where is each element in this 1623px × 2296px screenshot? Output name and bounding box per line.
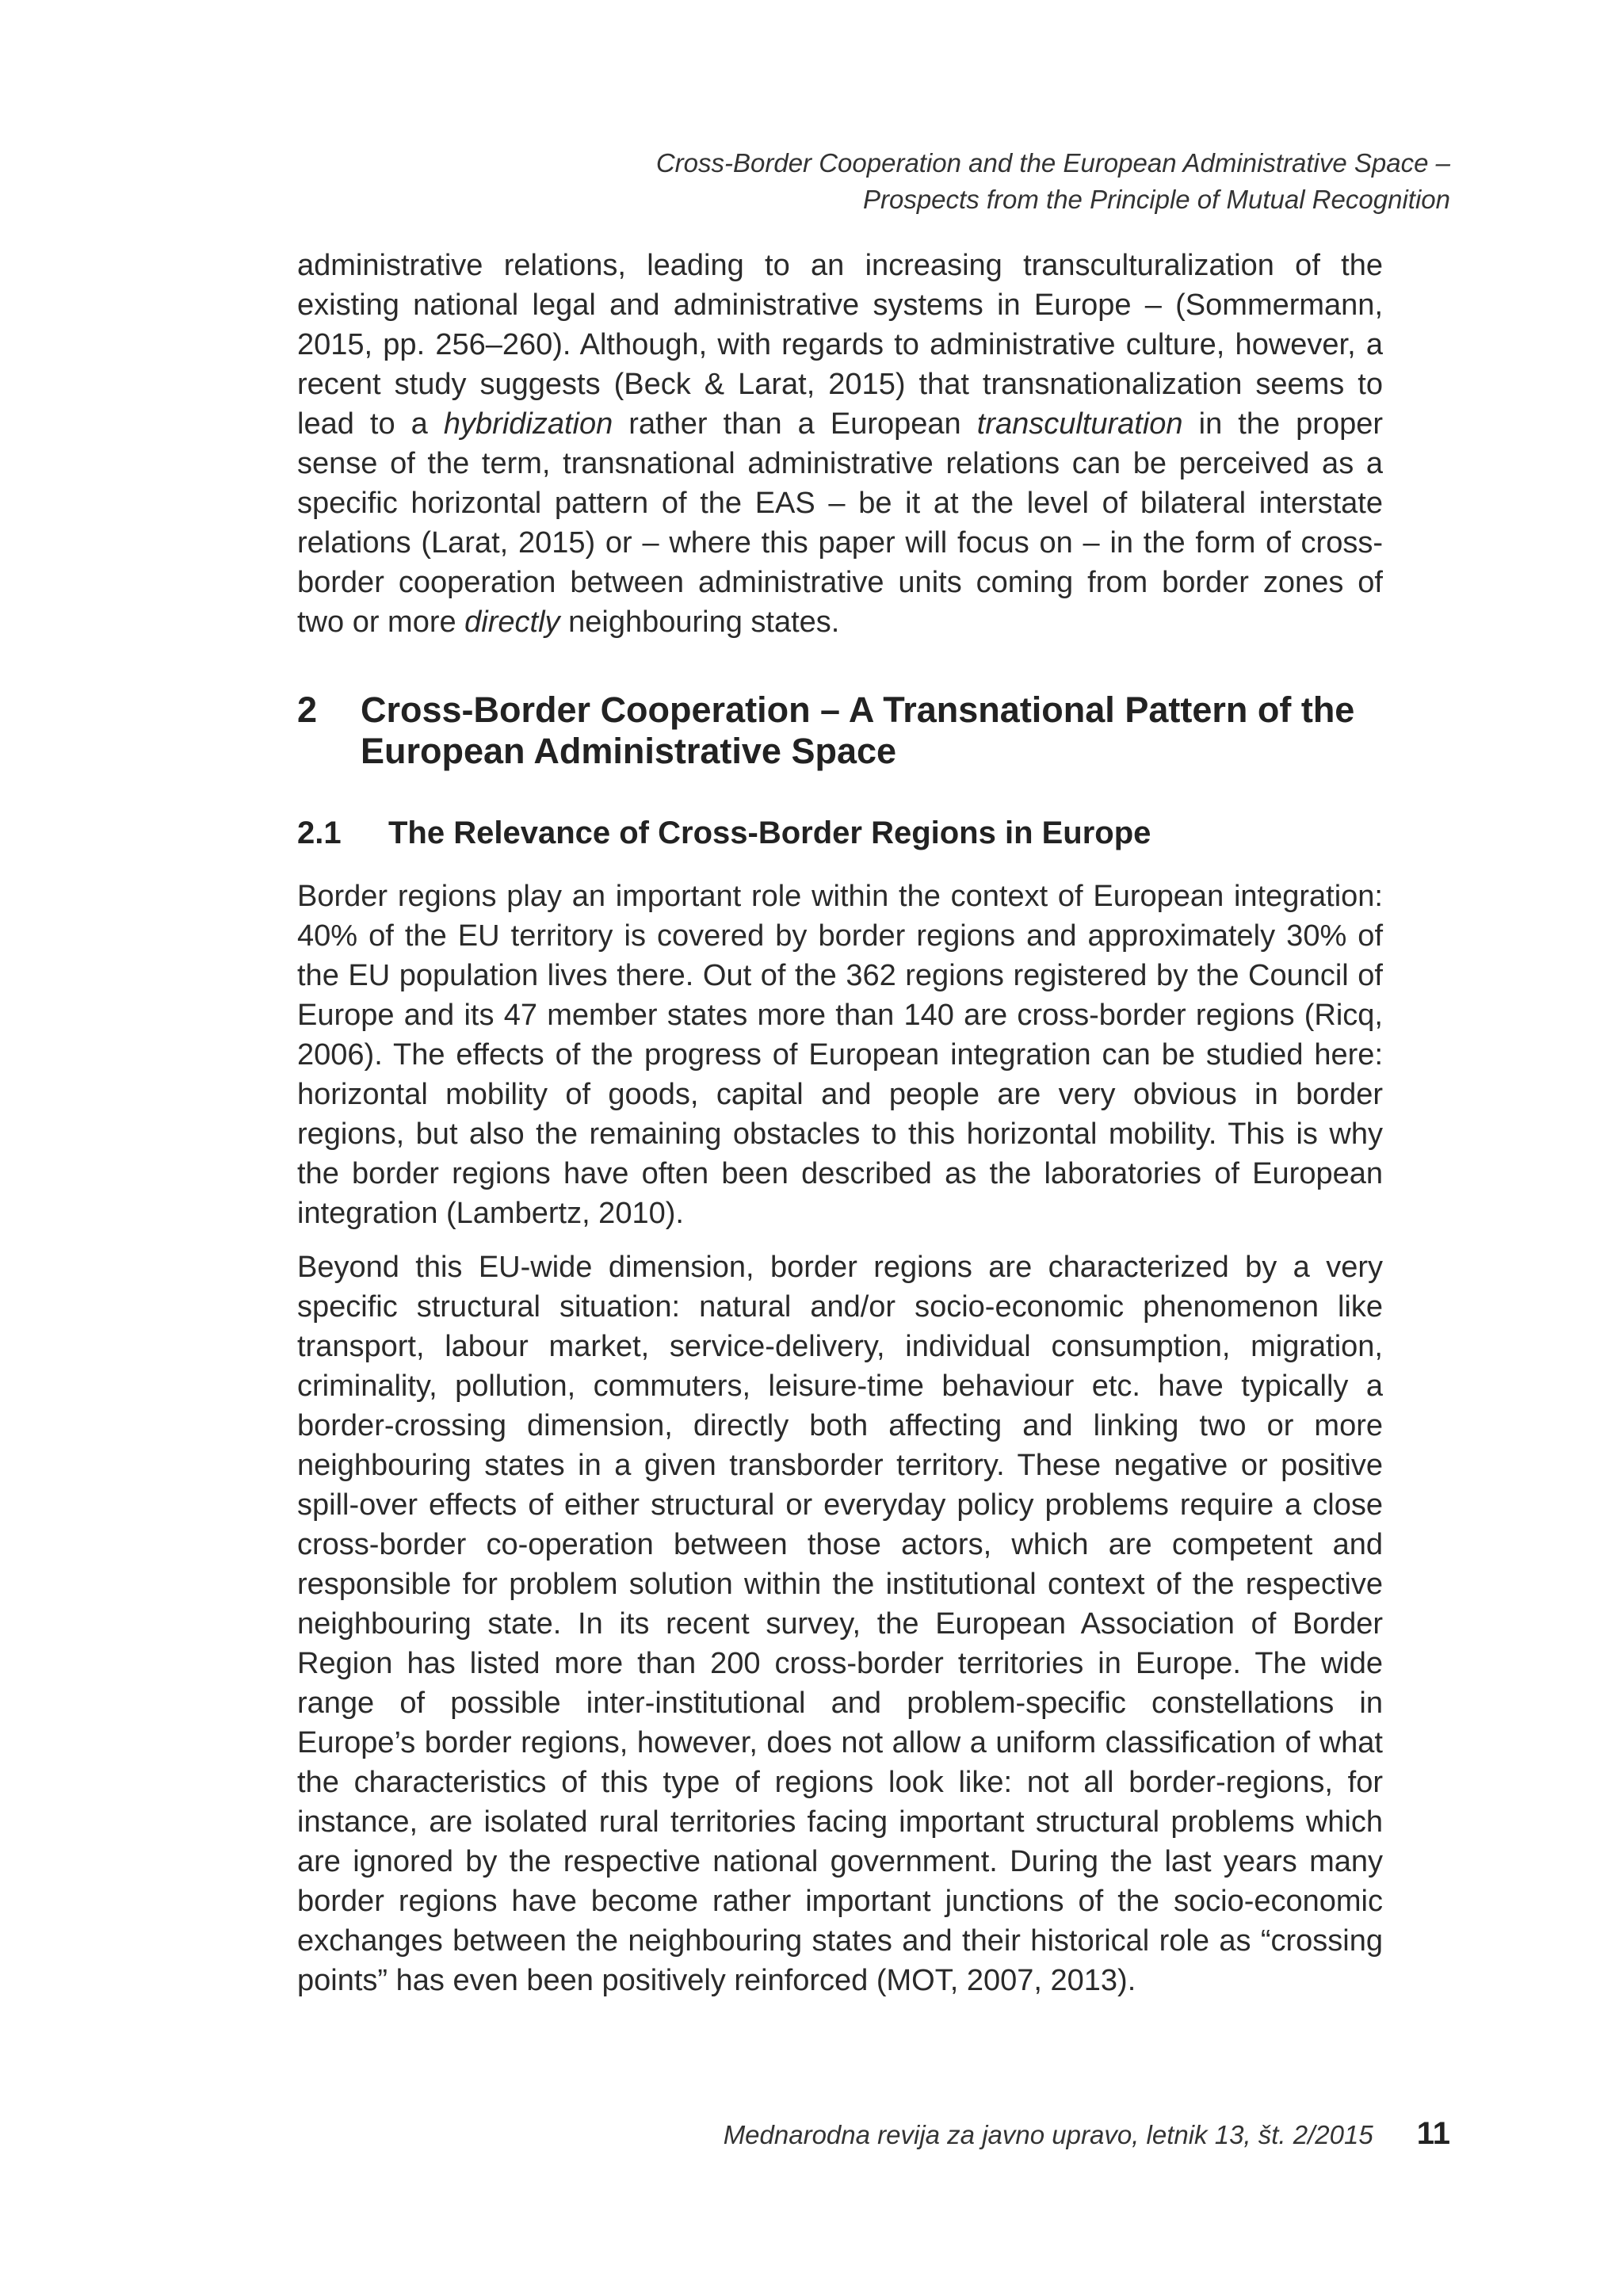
- section-title: Cross-Border Cooperation – A Transnational Pattern of the European Administrative Space: [361, 690, 1355, 771]
- intro-text-2: rather than a European: [613, 407, 977, 441]
- intro-text-4: neighbouring states.: [559, 606, 840, 639]
- running-header: [341, 145, 1450, 218]
- page-body: [297, 246, 1383, 2000]
- intro-paragraph: [297, 246, 1383, 642]
- emphasis-transculturation: transculturation: [976, 407, 1183, 441]
- section-number: 2: [297, 690, 318, 730]
- emphasis-hybridization: hybridization: [443, 407, 613, 441]
- subsection-number: 2.1: [297, 816, 342, 850]
- subsection-heading: [297, 813, 1383, 853]
- section-heading: [297, 690, 1383, 772]
- subsection-title: The Relevance of Cross-Border Regions in Europe: [388, 816, 1151, 850]
- body-paragraph-2: Beyond this EU-wide dimension, border regions are characterized by a very specific structural situation: natural and/or socio-economic phenomenon like transport, labour market, service-delivery, individual consumption, migration, criminality, pollution, commuters, leisure-time behaviour etc. have typically a border-crossing dimension, directly both affecting and linking two or more neighbouring states in a given transborder territory. These negative or positive spill-over effects of either structural or everyday policy problems require a close cross-border co-operation between those actors, which are competent and responsible for problem solution within the institutional context of the respective neighbouring state. In its recent survey, the European Association of Border Region has listed more than 200 cross-border territories in Europe. The wide range of possible inter-institutional and problem-specific constellations in Europe’s border regions, however, does not allow a uniform classification of what the characteristics of this type of regions look like: not all border-regions, for instance, are isolated rural territories facing important structural problems which are ignored by the respective national government. During the last years many border regions have become rather important junctions of the socio-economic exchanges between the neighbouring states and their historical role as “crossing points” has even been positively reinforced (MOT, 2007, 2013).: [297, 1251, 1383, 1997]
- page-number: 11: [1416, 2116, 1450, 2151]
- running-header-line-2: Prospects from the Principle of Mutual Recognition: [862, 185, 1450, 214]
- journal-citation: Mednarodna revija za javno upravo, letnik 13, št. 2/2015: [723, 2120, 1373, 2149]
- page-footer: [297, 2116, 1450, 2152]
- intro-text-1: administrative relations, leading to an increasing transculturalization of the existing national legal and administrative systems in Europe – (Sommermann, 2015, pp. 256–260). Although, with regards to administrative culture, however, a recent study suggests (Beck & Larat, 2015) that transnationalization seems to lead to a: [297, 249, 1383, 441]
- emphasis-directly: directly: [464, 606, 560, 639]
- body-paragraph-1: Border regions play an important role within the context of European integration: 40% of the EU territory is covered by border regions and approximately 30% of the EU population lives there. Out of the 362 regions registered by the Council of Europe and its 47 member states more than 140 are cross-border regions (Ricq, 2006). The effects of the progress of European integration can be studied here: horizontal mobility of goods, capital and people are very obvious in border regions, but also the remaining obstacles to this horizontal mobility. This is why the border regions have often been described as the laboratories of European integration (Lambertz, 2010).: [297, 880, 1383, 1230]
- running-header-line-1: Cross-Border Cooperation and the European Administrative Space –: [655, 148, 1450, 178]
- intro-text-3: in the proper sense of the term, transnational administrative relations can be perceived as a specific horizontal pattern of the EAS – be it at the level of bilateral interstate relations (Larat, 2015) or – where this paper will focus on – in the form of cross-border cooperation between administrative units coming from border zones of two or more: [297, 407, 1384, 639]
